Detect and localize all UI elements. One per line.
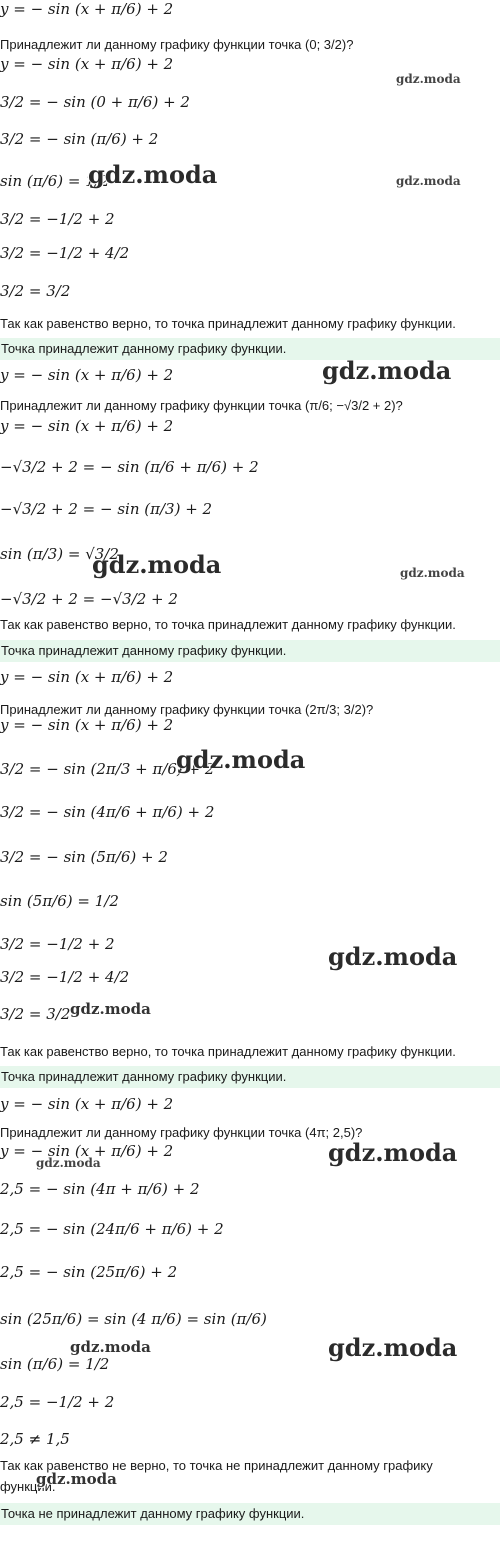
math-line: 2,5 = − sin (24π/6 + π/6) + 2 <box>0 1220 224 1238</box>
answer-text: Точка принадлежит данному графику функции. <box>1 341 287 356</box>
watermark: gdz.moda <box>70 1338 151 1356</box>
watermark: gdz.moda <box>88 160 218 189</box>
answer-text: Точка не принадлежит данному графику функции. <box>1 1506 305 1521</box>
watermark: gdz.moda <box>70 1000 151 1018</box>
math-line: 3/2 = − sin (4π/6 + π/6) + 2 <box>0 803 215 821</box>
math-line: 3/2 = −1/2 + 2 <box>0 210 115 228</box>
text-line: Так как равенство верно, то точка принадлежит данному графику функции. <box>0 1044 456 1059</box>
math-line: 3/2 = −1/2 + 4/2 <box>0 244 130 262</box>
watermark: gdz.moda <box>36 1470 117 1488</box>
watermark: gdz.moda <box>328 1138 458 1167</box>
math-line: −√3/2 + 2 = − sin (π/6 + π/6) + 2 <box>0 458 259 476</box>
watermark: gdz.moda <box>322 356 452 385</box>
math-line: sin (5π/6) = 1/2 <box>0 892 119 910</box>
math-line: y = − sin (x + π/6) + 2 <box>0 1095 174 1113</box>
math-line: y = − sin (x + π/6) + 2 <box>0 668 174 686</box>
math-line: 3/2 = − sin (2π/3 + π/6) + 2 <box>0 760 215 778</box>
text-line: функции. <box>0 1479 56 1494</box>
math-line: 3/2 = − sin (5π/6) + 2 <box>0 848 168 866</box>
math-line: sin (π/6) = 1/2 <box>0 1355 110 1373</box>
watermark: gdz.moda <box>92 550 222 579</box>
math-line: y = − sin (x + π/6) + 2 <box>0 366 174 384</box>
math-line: y = − sin (x + π/6) + 2 <box>0 55 174 73</box>
text-line: Так как равенство верно, то точка принадлежит данному графику функции. <box>0 617 456 632</box>
watermark: gdz.moda <box>396 174 461 188</box>
answer-box <box>0 1503 500 1525</box>
answer-box <box>0 640 500 662</box>
math-line: −√3/2 + 2 = −√3/2 + 2 <box>0 590 178 608</box>
math-line: 3/2 = −1/2 + 2 <box>0 935 115 953</box>
answer-text: Точка принадлежит данному графику функции. <box>1 1069 287 1084</box>
math-line: sin (π/3) = √3/2 <box>0 545 119 563</box>
math-line: 3/2 = 3/2 <box>0 282 71 300</box>
watermark: gdz.moda <box>328 942 458 971</box>
math-line: 3/2 = −1/2 + 4/2 <box>0 968 130 986</box>
watermark: gdz.moda <box>396 72 461 86</box>
math-line: y = − sin (x + π/6) + 2 <box>0 417 174 435</box>
math-line: y = − sin (x + π/6) + 2 <box>0 1142 174 1160</box>
math-line: 3/2 = − sin (π/6) + 2 <box>0 130 159 148</box>
watermark: gdz.moda <box>176 745 306 774</box>
text-line: Так как равенство верно, то точка принадлежит данному графику функции. <box>0 316 456 331</box>
watermark: gdz.moda <box>400 566 465 580</box>
math-line: 2,5 ≠ 1,5 <box>0 1430 70 1448</box>
answer-text: Точка принадлежит данному графику функции. <box>1 643 287 658</box>
text-line: Принадлежит ли данному графику функции точка (2π/3; 3/2)? <box>0 702 374 717</box>
math-line: y = − sin (x + π/6) + 2 <box>0 716 174 734</box>
text-line: Так как равенство не верно, то точка не принадлежит данному графику <box>0 1458 433 1473</box>
math-line: sin (25π/6) = sin (4 π/6) = sin (π/6) <box>0 1310 267 1328</box>
math-line: y = − sin (x + π/6) + 2 <box>0 0 174 18</box>
math-line: 2,5 = − sin (4π + π/6) + 2 <box>0 1180 200 1198</box>
watermark: gdz.moda <box>328 1333 458 1362</box>
text-line: Принадлежит ли данному графику функции точка (π/6; −√3/2 + 2)? <box>0 398 403 413</box>
math-line: −√3/2 + 2 = − sin (π/3) + 2 <box>0 500 213 518</box>
math-line: 3/2 = − sin (0 + π/6) + 2 <box>0 93 190 111</box>
answer-box <box>0 1066 500 1088</box>
math-line: 2,5 = −1/2 + 2 <box>0 1393 115 1411</box>
math-line: 2,5 = − sin (25π/6) + 2 <box>0 1263 178 1281</box>
text-line: Принадлежит ли данному графику функции точка (4π; 2,5)? <box>0 1125 363 1140</box>
math-line: sin (π/6) = 1/2 <box>0 172 110 190</box>
text-line: Принадлежит ли данному графику функции точка (0; 3/2)? <box>0 37 354 52</box>
watermark: gdz.moda <box>36 1156 101 1170</box>
math-line: 3/2 = 3/2 <box>0 1005 71 1023</box>
